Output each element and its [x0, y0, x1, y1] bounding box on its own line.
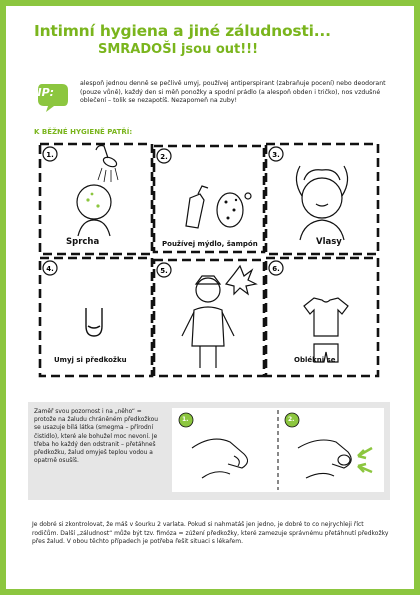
panel-6-label: Oblékni se	[294, 356, 336, 364]
tip-text: alespoň jednou denně se pečlivě umyj, používej antiperspirant (zabraňuje pocení) nebo deodorant (pouze vůně), každý den si měň ponožky a spodní prádlo (a alespoň obden i tričko), nos vzdušné oblečení – tolik se nezapotíš. Nezapomeň na zuby!	[80, 80, 386, 105]
foreskin-illustration	[86, 308, 102, 336]
footer-text: Je dobré si zkontrolovat, že máš v šourku 2 varlata. Pokud si nahmatáš jen jedno, je dobré to co nejrychleji říct rodičům. Další „záludnost“ může být tzv. fimóza = zúžení předkožky, které zamezuje správnému přetáhnutí předkožky přes žalud. V obou těchto případech je potřeba řešit situaci s lékařem.	[32, 521, 389, 546]
hair-washing-illustration	[296, 166, 347, 240]
panels-illustration	[38, 140, 382, 382]
foreskin-steps-illustration	[172, 408, 384, 492]
soap-shampoo-illustration	[186, 186, 251, 228]
panel-number-6: 6.	[272, 265, 280, 273]
panel-4-label: Umyj si předkožku	[54, 356, 127, 364]
foreskin-note-text: Zaměř svou pozornost i na „něho“ = protože na žaludu chráněném předkožkou se usazuje bílá látka (smegma – přírodní čistidlo), které ale bohužel moc nevoní. Je třeba ho každý den odstranit – přetáhneš předkožku, žalud omyješ teplou vodou a opatrně osušíš.	[34, 409, 158, 465]
shower-illustration	[77, 146, 118, 237]
panel-number-2: 2.	[160, 153, 168, 161]
step-2-number: 2.	[288, 416, 295, 423]
foreskin-figures	[172, 408, 384, 492]
clothes-illustration	[304, 298, 348, 362]
panel-number-3: 3.	[272, 151, 280, 159]
panel-number-5: 5.	[160, 267, 168, 275]
page-title: Intimní hygiena a jiné záludnosti...	[34, 22, 331, 40]
boy-towel-illustration	[182, 266, 256, 368]
hygiene-panels-grid	[38, 140, 382, 382]
panel-2-label: Používej mýdlo, šampón	[162, 240, 258, 248]
panel-number-4: 4.	[46, 265, 54, 273]
panel-3-label: Vlasy	[316, 237, 342, 247]
panel-number-1: 1.	[46, 151, 54, 159]
tip-label: TIP:	[30, 86, 55, 99]
page-subtitle: SMRADOŠI jsou out!!!	[98, 42, 259, 57]
step-1-number: 1.	[182, 416, 189, 423]
panel-1-label: Sprcha	[66, 237, 100, 247]
section-heading: K BĚŽNÉ HYGIENĚ PATŘÍ:	[34, 128, 133, 136]
